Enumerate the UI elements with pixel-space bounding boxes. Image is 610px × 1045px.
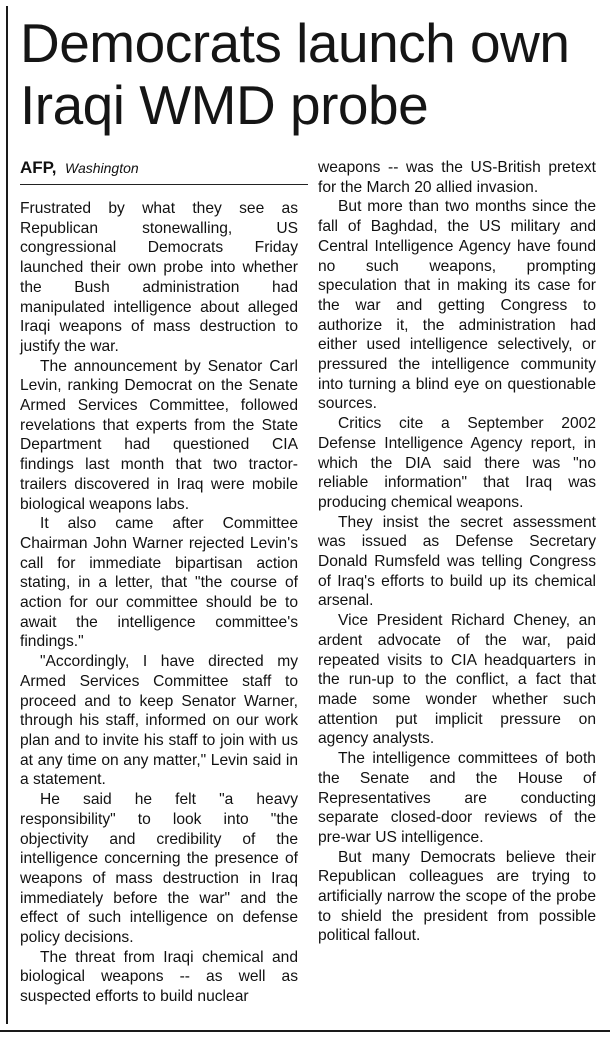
paragraph: Frustrated by what they see as Republican stonewalling, US congressional Democrats Friday launched their own probe into whether the Bush administration had manipulated intelligence about alleged Iraqi weapons of mass destruction to justify the war. [20,200,298,355]
bottom-rule [0,1030,610,1032]
byline-dateline: Washington [65,160,139,176]
paragraph: The threat from Iraqi chemical and biological weapons -- as well as suspected efforts to build nuclear [20,948,298,1006]
paragraph: But more than two months since the fall of Baghdad, the US military and Central Intelligence Agency have found no such weapons, prompting speculation that in making its case for the war and getting Congress to authorize it, the administration had either used intelligence selectively, or pressured the intelligence community into turning a blind eye on questionable sources. [318,198,596,413]
paragraph: It also came after Committee Chairman John Warner rejected Levin's call for immediate bipartisan action stating, in a letter, that "the course of action for our committee should be to await the intelligence committee's findings." [20,515,298,651]
paragraph: weapons -- was the US-British pretext for the March 20 allied invasion. [318,159,596,196]
article-column-left [20,199,298,1007]
left-column-rule [6,6,8,1024]
paragraph: Critics cite a September 2002 Defense Intelligence Agency report, in which the DIA said there was "no reliable information" that Iraq was producing chemical weapons. [318,415,596,511]
paragraph: The intelligence committees of both the Senate and the House of Representatives are conducting separate closed-door reviews of the pre-war US intelligence. [318,750,596,846]
article-column-right [318,158,596,946]
byline-agency: AFP, [20,158,57,177]
paragraph: "Accordingly, I have directed my Armed Services Committee staff to proceed and to keep Senator Warner, through his staff, informed on our work plan and to invite his staff to join with us at any time on any matter," Levin said in a statement. [20,653,298,789]
paragraph: He said he felt "a heavy responsibility" to look into "the objectivity and credibility of the intelligence concerning the presence of weapons of mass destruction in Iraq immediately before the war" and the effect of such intelligence on defense policy decisions. [20,791,298,947]
headline: Democrats launch own Iraqi WMD probe [20,12,570,136]
paragraph: The announcement by Senator Carl Levin, ranking Democrat on the Senate Armed Services Committee, followed revelations that experts from the State Department had questioned CIA findings last month that two tractor-trailers discovered in Iraq were mobile biological weapons labs. [20,357,298,513]
paragraph: But many Democrats believe their Republican colleagues are trying to artificially narrow the scope of the probe to shield the president from possible political fallout. [318,848,596,945]
paragraph: They insist the secret assessment was issued as Defense Secretary Donald Rumsfeld was telling Congress of Iraq's efforts to build up its chemical arsenal. [318,513,596,610]
paragraph: Vice President Richard Cheney, an ardent advocate of the war, paid repeated visits to CIA headquarters in the run-up to the conflict, a fact that made some wonder whether such attention put implicit pressure on agency analysts. [318,612,596,748]
byline [20,158,308,185]
